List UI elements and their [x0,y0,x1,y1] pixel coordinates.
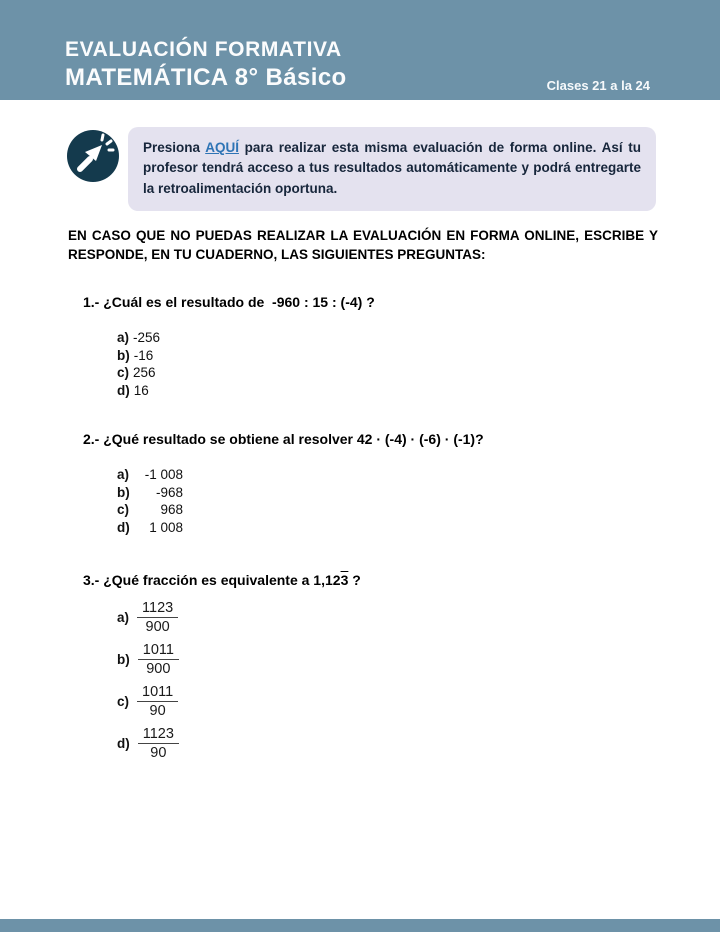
option-2a-value: -1 008 [144,467,183,482]
aqui-link[interactable]: AQUÍ [205,140,239,155]
click-cursor-icon [65,128,121,184]
question-3-text-after: ? [348,572,361,588]
option-2b [117,484,484,502]
question-3-repeating-digit: 3 [340,572,349,588]
question-1-options [117,329,375,399]
option-3c-numerator: 1011 [137,684,178,702]
question-2 [83,431,484,536]
option-3a-fraction [137,600,178,635]
question-1-text: ¿Cuál es el resultado de -960 : 15 : (-4) ? [99,294,375,310]
option-3a [117,600,361,635]
option-2c [117,501,484,519]
option-3d-fraction [138,726,179,761]
question-2-title [83,431,484,447]
option-1c [117,364,375,382]
option-2d-label: d) [117,519,130,535]
option-3b [117,642,361,677]
option-3d-denominator: 90 [150,745,167,761]
question-1-title [83,294,375,310]
option-1b-label: b) [117,347,130,363]
option-1b-value: -16 [133,347,154,363]
header-band [0,0,720,100]
online-evaluation-callout [128,127,656,211]
option-1c-value: 256 [133,365,156,380]
option-1d-label: d) [117,382,130,398]
option-1b [117,347,375,365]
option-1d-value: 16 [133,382,149,398]
question-3 [83,572,361,768]
option-3a-denominator: 900 [145,619,170,635]
option-2d-value: 1 008 [149,519,183,535]
question-2-number: 2.- [83,431,100,447]
option-3d [117,726,361,761]
option-2c-label: c) [117,502,130,517]
option-1d [117,382,375,400]
callout-text-before: Presiona [143,140,206,155]
question-3-text-before: ¿Qué fracción es equivalente a 1,12 [99,572,341,588]
option-3a-label: a) [117,610,130,625]
option-3c [117,684,361,719]
offline-instructions: EN CASO QUE NO PUEDAS REALIZAR LA EVALUACIÓN EN FORMA ONLINE, ESCRIBE Y RESPONDE, EN TU CUADERNO, LAS SIGUIENTES PREGUNTAS: [68,228,658,263]
question-2-text: ¿Qué resultado se obtiene al resolver 42 · (-4) · (-6) · (-1)? [99,431,484,447]
page-title-line1: EVALUACIÓN FORMATIVA [65,38,342,61]
option-2a [117,466,484,484]
callout-text-after: para realizar esta misma evaluación de forma online. Así tu profesor tendrá acceso a tus resultados automáticamente y podrá entregarte la retroalimentación oportuna. [143,140,641,196]
option-1a-value: -256 [133,330,161,345]
option-2b-label: b) [117,484,130,500]
option-3c-label: c) [117,694,130,709]
option-2d [117,519,484,537]
option-3b-fraction [138,642,179,677]
option-3d-label: d) [117,736,130,751]
question-3-number: 3.- [83,572,100,588]
question-1 [83,294,375,399]
option-1c-label: c) [117,365,130,380]
classes-range-label: Clases 21 a la 24 [546,78,650,93]
question-3-options [117,600,361,761]
option-3b-label: b) [117,652,130,667]
option-3a-numerator: 1123 [137,600,178,618]
callout-text [143,138,641,199]
option-1a [117,329,375,347]
footer-band [0,919,720,932]
option-3c-denominator: 90 [149,703,166,719]
option-3c-fraction [137,684,178,719]
question-1-number: 1.- [83,294,100,310]
question-2-options [117,466,484,536]
option-1a-label: a) [117,330,130,345]
option-3b-denominator: 900 [146,661,171,677]
question-3-title [83,572,361,588]
page-title-line2: MATEMÁTICA 8° Básico [65,64,347,91]
option-2c-value: 968 [160,502,183,517]
option-3b-numerator: 1011 [138,642,179,660]
option-2b-value: -968 [155,484,183,500]
option-2a-label: a) [117,467,130,482]
option-3d-numerator: 1123 [138,726,179,744]
